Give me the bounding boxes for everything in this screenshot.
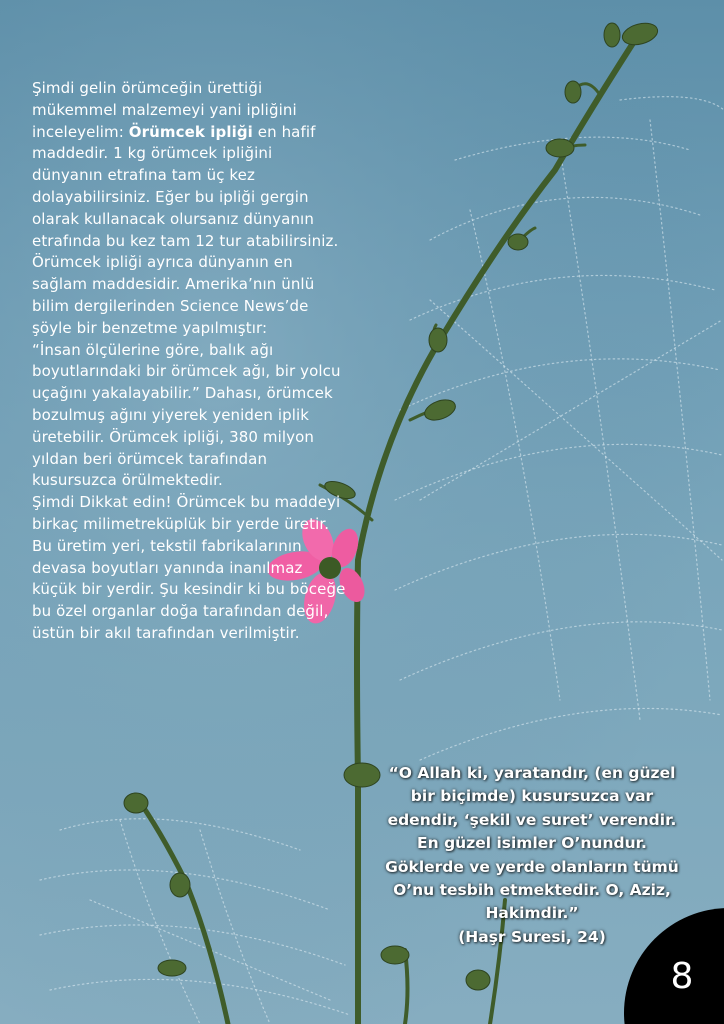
paragraph-lead: Şimdi gelin örümceğin ürettiği mükemmel malzemeyi yani ipliğini inceleyelim: [32,79,297,141]
body-text [32,78,347,645]
paragraph-production: Şimdi Dikkat edin! Örümcek bu maddeyi birkaç milimetreküplük bir yerde üretir. Bu üretim yeri, tekstil fabrikalarının devasa boyutları yanında inanılmaz küçük bir yerdir. Şu kesindir ki bu böceğe bu özel organlar doğa tarafından değil, üstün bir akıl tarafından verilmiştir. [32,493,346,642]
highlight-spider-silk: Örümcek ipliği [128,122,253,141]
verse-quote [378,762,686,949]
paragraph-fishing-net: “İnsan ölçülerine göre, balık ağı boyutlarındaki bir örümcek ağı, bir yolcu uçağını yakalayabilir.” Dahası, örümcek bozulmuş ağını yiyerek yeniden iplik üretebilir. Örümcek ipliği, 380 milyon yıldan beri örümcek tarafından kusursuzca örülmektedir. [32,340,341,490]
page-number: 8 [670,956,694,997]
quote-text: “O Allah ki, yaratandır, (en güzel bir biçimde) kusursuzca var edendir, ‘şekil ve suret’ verendir. En güzel isimler O’nundur. Göklerde ve yerde olanların tümü O’nu tesbih etmektedir. O, Aziz, Hakimdir.” [385,764,679,923]
quote-source: (Haşr Suresi, 24) [458,927,606,946]
paragraph-silk-strength [32,78,347,340]
paragraph-continuation: en hafif maddedir. 1 kg örümcek ipliğini dünyanın etrafına tam üç kez dolayabilirsiniz. Eğer bu ipliği gergin olarak kullanacak olursanız dünyanın etrafında bu kez tam 12 tur atabilirsiniz. Örümcek ipliği ayrıca dünyanın en sağlam maddesidir. Amerika’nın ünlü bilim dergilerinden Science News’de şöyle bir benzetme yapılmıştır: [32,122,339,337]
